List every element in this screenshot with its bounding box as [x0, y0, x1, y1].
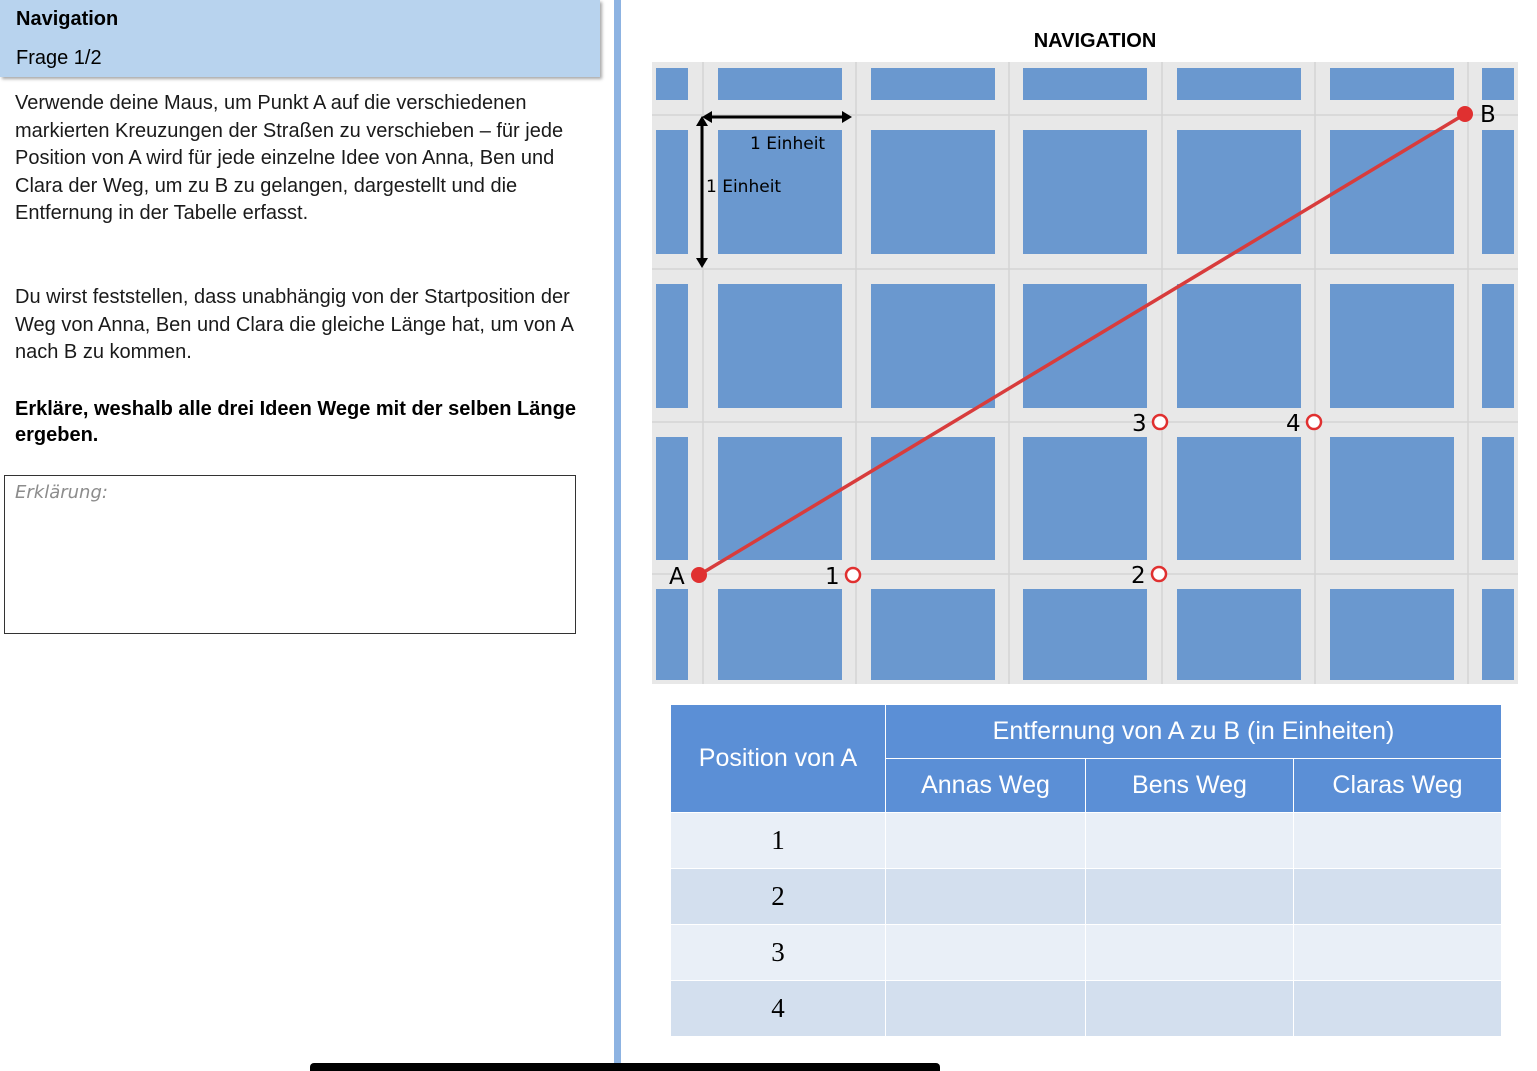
intersection-label-4: 4: [1286, 411, 1301, 437]
position-cell: 2: [671, 869, 886, 925]
intersection-marker-2[interactable]: [1152, 567, 1166, 581]
city-block: [1330, 589, 1454, 680]
intersection-marker-3[interactable]: [1153, 415, 1167, 429]
city-block: [871, 589, 995, 680]
position-cell: 1: [671, 813, 886, 869]
city-block: [1330, 68, 1454, 100]
point-a-handle[interactable]: [691, 567, 707, 583]
position-cell: 4: [671, 981, 886, 1037]
city-block: [656, 68, 688, 100]
ben-distance-cell: [1086, 925, 1294, 981]
instruction-text: Verwende deine Maus, um Punkt A auf die verschiedenen markierten Kreuzungen der Straßen zu verschieben – für jede Position von A wird für jede einzelne Idee von Anna, Ben und Clara der Weg, um zu B zu gelangen, dargestellt und die Entfernung in der Tabelle erfasst.: [15, 92, 564, 224]
bottom-scroll-bar[interactable]: [310, 1063, 940, 1071]
column-header-distance: Entfernung von A zu B (in Einheiten): [886, 705, 1502, 759]
ben-distance-cell: [1086, 981, 1294, 1037]
city-block: [1177, 284, 1301, 408]
column-header-anna: Annas Weg: [886, 759, 1086, 813]
city-block: [656, 284, 688, 408]
clara-distance-cell: [1294, 869, 1502, 925]
column-header-position: Position von A: [671, 705, 886, 813]
city-block: [1023, 589, 1147, 680]
anna-distance-cell: [886, 981, 1086, 1037]
city-block: [871, 437, 995, 560]
anna-distance-cell: [886, 813, 1086, 869]
intersection-marker-4[interactable]: [1307, 415, 1321, 429]
city-block: [656, 589, 688, 680]
city-block: [1023, 284, 1147, 408]
anna-distance-cell: [886, 869, 1086, 925]
street-grid-map: [652, 62, 1518, 684]
point-a-label: A: [669, 564, 685, 590]
clara-distance-cell: [1294, 925, 1502, 981]
question-panel: [0, 0, 614, 1071]
city-block: [871, 130, 995, 254]
table-row: [671, 869, 1502, 925]
ben-distance-cell: [1086, 869, 1294, 925]
city-block: [718, 284, 842, 408]
city-block: [1177, 130, 1301, 254]
column-header-ben: Bens Weg: [1086, 759, 1294, 813]
city-block: [656, 437, 688, 560]
intersection-label-1: 1: [825, 564, 840, 590]
point-b-label: B: [1480, 102, 1496, 128]
unit-vertical-label: 1 Einheit: [706, 177, 782, 197]
city-block: [1482, 589, 1514, 680]
intersection-label-3: 3: [1132, 411, 1147, 437]
city-block: [1023, 437, 1147, 560]
city-block: [1023, 68, 1147, 100]
city-block: [1177, 437, 1301, 560]
city-block: [1482, 284, 1514, 408]
city-block: [718, 68, 842, 100]
city-block: [1330, 130, 1454, 254]
explanation-input[interactable]: [4, 475, 576, 634]
simulation-title: NAVIGATION: [1033, 30, 1157, 52]
point-b-marker: [1457, 106, 1473, 122]
ben-distance-cell: [1086, 813, 1294, 869]
observation-text: Du wirst feststellen, dass unabhängig von der Startposition der Weg von Anna, Ben und Clara die gleiche Länge hat, um von A nach B zu kommen.: [15, 286, 573, 363]
column-header-clara: Claras Weg: [1294, 759, 1502, 813]
city-block: [1330, 437, 1454, 560]
city-block: [871, 68, 995, 100]
panel-divider: [614, 0, 621, 1071]
table-row: [671, 925, 1502, 981]
position-cell: 3: [671, 925, 886, 981]
city-block: [1023, 130, 1147, 254]
question-counter: Frage 1/2: [16, 47, 102, 69]
city-block: [1482, 68, 1514, 100]
city-block: [871, 284, 995, 408]
unit-horizontal-label: 1 Einheit: [750, 134, 826, 154]
intersection-label-2: 2: [1131, 563, 1146, 589]
city-block: [656, 130, 688, 254]
intersection-marker-1[interactable]: [846, 568, 860, 582]
page-title: Navigation: [16, 8, 119, 30]
city-block: [1330, 284, 1454, 408]
anna-distance-cell: [886, 925, 1086, 981]
clara-distance-cell: [1294, 813, 1502, 869]
table-row: [671, 813, 1502, 869]
question-header: [0, 0, 600, 77]
city-block: [1177, 589, 1301, 680]
distance-table: [670, 704, 1502, 1037]
table-row: [671, 981, 1502, 1037]
city-block: [1482, 437, 1514, 560]
clara-distance-cell: [1294, 981, 1502, 1037]
city-block: [1482, 130, 1514, 254]
task-text: Erkläre, weshalb alle drei Ideen Wege mit der selben Länge ergeben.: [15, 398, 576, 446]
city-block: [1177, 68, 1301, 100]
city-block: [718, 589, 842, 680]
